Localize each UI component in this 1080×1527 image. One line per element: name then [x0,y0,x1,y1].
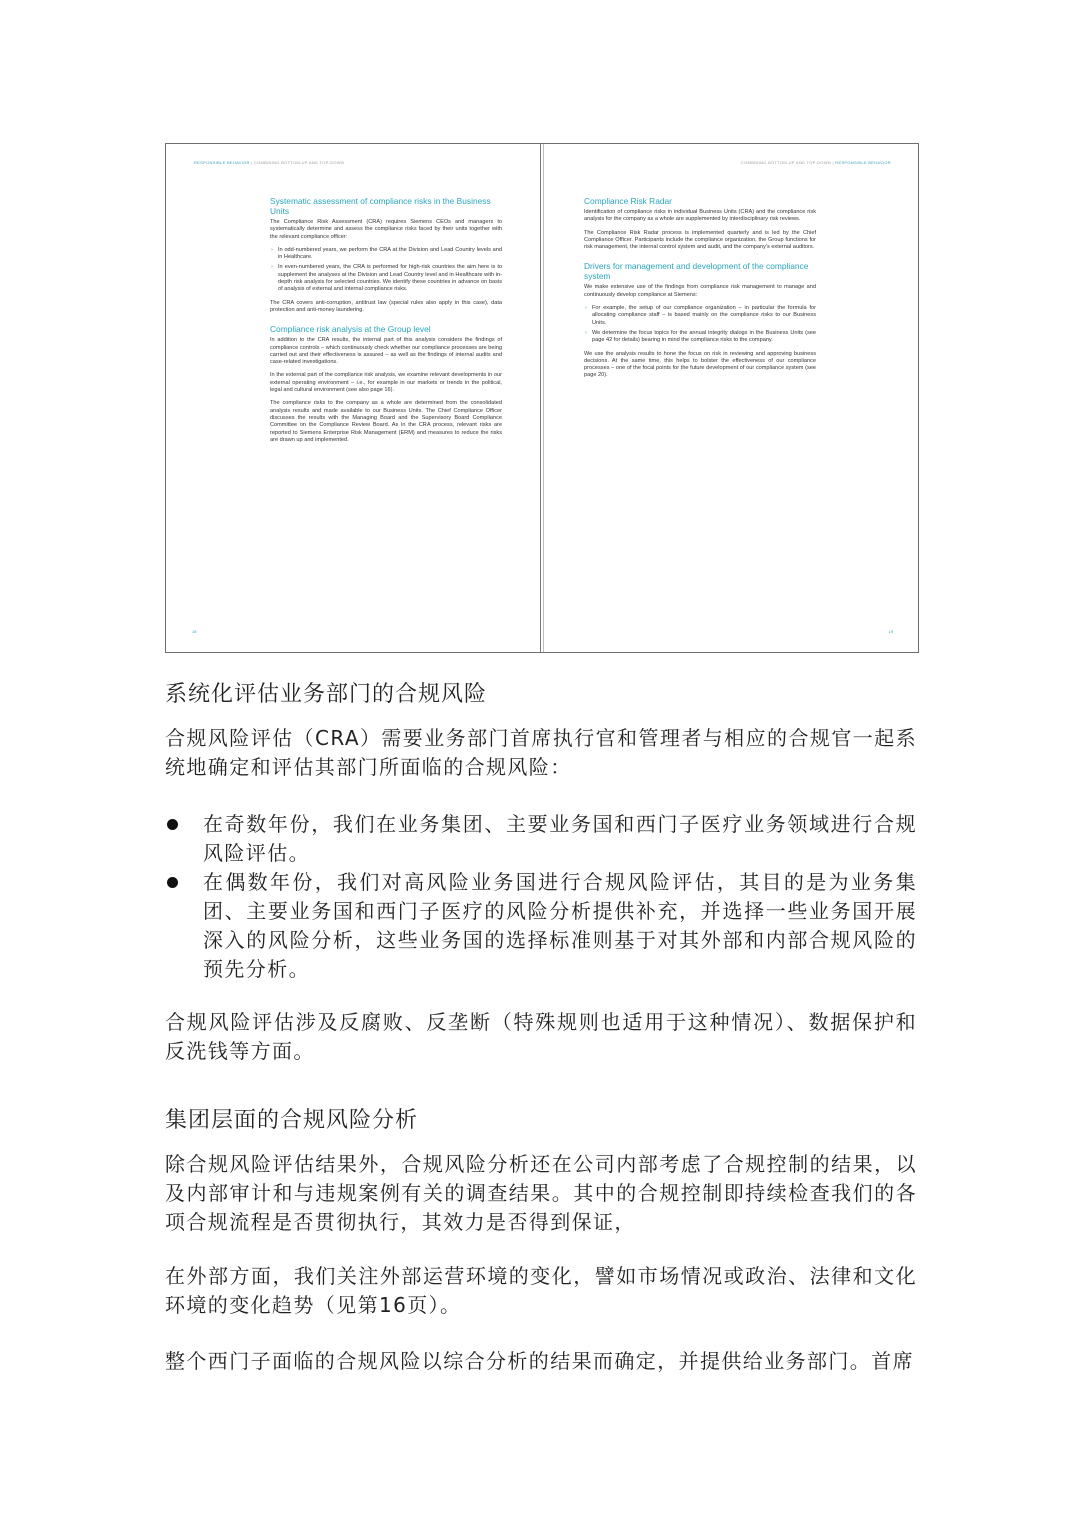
right-bullet-2: › We determine the focus topics for the annual integrity dialogs in the Business Units (see page 42 for details) bearing in mind the compliance risks to the company. [592,330,816,345]
left-para-4: In the external part of the compliance risk analysis, we examine relevant developments in our external operating environment – i.e., for example in our markets or trends in the political, legal and cultural environment (see also page 16). [270,372,502,394]
cn-bullet-1-block [165,810,917,868]
left-bullet-1: › In odd-numbered years, we perform the CRA at the Division and Lead Country levels and in Healthcare. [278,247,502,262]
cn-para-3: 除合规风险评估结果外，合规风险分析还在公司内部考虑了合规控制的结果，以及内部审计和与违规案例有关的调查结果。其中的合规控制即持续检查我们的各项合规流程是否贯彻执行，其效力是否得到保证， [165,1152,917,1234]
cn-bullet-1-text: 在奇数年份，我们在业务集团、主要业务国和西门子医疗业务领域进行合规风险评估。 [203,812,917,865]
left-para-5: The compliance risks to the company as a whole are determined from the consolidated analysis results and made available to our Business Units. The Chief Compliance Officer discusses the results with the Managing Board and the Supervisory Board Compliance Committee on the Compliance Review Board. As in the CRA process, relevant risks are reported to Siemens Enterprise Risk Management (ERM) and measures to reduce the risks are drawn up and implemented. [270,400,502,443]
cn-heading-1: 系统化评估业务部门的合规风险 [165,682,488,707]
right-bullet-1: › For example, the setup of our compliance organization – in particular the formula for allocating compliance staff – is based mainly on the compliance risks to our Business Units. [592,305,816,327]
cn-heading-1-block [165,680,917,710]
right-bullet-list [584,305,816,344]
left-para-1: The Compliance Risk Assessment (CRA) requires Siemens CEOs and managers to systematically determine and assess the compliance risks faced by their units together with the relevant compliance officer: [270,219,502,240]
right-heading-1: Compliance Risk Radar [584,196,672,206]
right-running-head-sub: COMBINING BOTTOM-UP AND TOP-DOWN [740,160,832,165]
spread-right-page [544,144,919,652]
cn-bullet-1 [165,810,917,868]
left-running-head-sub: COMBINING BOTTOM-UP AND TOP-DOWN [253,160,345,165]
cn-para-1: 合规风险评估（CRA）需要业务部门首席执行官和管理者与相应的合规官一起系统地确定和评估其部门所面临的合规风险： [165,726,917,779]
left-para-2: The CRA covers anti-corruption, antitrust law (special rules also apply in this case), data protection and anti-money laundering. [270,299,502,313]
cn-para-4-block [165,1262,917,1320]
left-running-head-title: RESPONSIBLE BEHAVIOR [194,160,250,165]
bullet-dot-icon [167,819,178,830]
right-heading-2: Drivers for management and development of the compliance system [584,261,809,282]
right-para-3: We make extensive use of the findings from compliance risk management to manage and continuously develop compliance at Siemens: [584,284,816,298]
cn-para-3-block [165,1150,917,1237]
cn-bullet-2-block [165,868,917,984]
right-para-1: Identification of compliance risks in individual Business Units (CRA) and the compliance risk analysis for the company as a whole are supplemented by interdisciplinary risk reviews. [584,209,816,223]
right-folio: 19 [888,629,893,634]
spread-left-page [166,144,540,652]
left-text-column [270,196,502,450]
left-bullet-2: › In even-numbered years, the CRA is performed for high-risk countries the aim here is to supplement the analyses at the Division and Lead Country level and in Healthcare with in-depth risk analysis for selected countries. We identify these countries in advance on basis of analysis of external and internal compliance risks. [278,264,502,293]
left-running-head: RESPONSIBLE BEHAVIOR | COMBINING BOTTOM-UP AND TOP-DOWN [194,160,345,165]
report-spread-image [165,143,919,653]
cn-heading-2-block [165,1106,917,1136]
cn-para-4: 在外部方面，我们关注外部运营环境的变化，譬如市场情况或政治、法律和文化环境的变化趋势（见第16页）。 [165,1264,917,1317]
spread-gutter [540,144,541,652]
left-heading-2: Compliance risk analysis at the Group level [270,324,431,335]
left-heading-1: Systematic assessment of compliance risks in the Business Units [270,196,491,216]
right-para-4: We use the analysis results to hone the focus on risk in reviewing and approving business decisions. At the same time, this helps to bolster the effectiveness of our compliance processes – one of the focal points for the future development of our compliance system (see page 20). [584,350,816,379]
cn-heading-2: 集团层面的合规风险分析 [165,1108,419,1133]
cn-para-5-block [165,1347,917,1376]
left-bullet-list [270,247,502,294]
right-running-head-title: RESPONSIBLE BEHAVIOR [835,160,891,165]
cn-para-2: 合规风险评估涉及反腐败、反垄断（特殊规则也适用于这种情况）、数据保护和反洗钱等方面。 [165,1010,917,1063]
bullet-dot-icon [167,877,178,888]
cn-para-1-block [165,724,917,782]
right-text-column [584,196,816,386]
left-folio: 18 [192,629,197,634]
cn-para-5: 整个西门子面临的合规风险以综合分析的结果而确定，并提供给业务部门。首席 [165,1349,914,1373]
cn-para-2-block [165,1008,917,1066]
right-running-head: COMBINING BOTTOM-UP AND TOP-DOWN | RESPONSIBLE BEHAVIOR [740,160,891,165]
left-para-3: In addition to the CRA results, the internal part of this analysis considers the findings of compliance controls – which continuously check whether our compliance processes are being carried out and their effectiveness is assured – as well as the findings of internal audits and case-related investigations. [270,337,502,366]
cn-bullet-2 [165,868,917,984]
cn-bullet-2-text: 在偶数年份，我们对高风险业务国进行合规风险评估，其目的是为业务集团、主要业务国和西门子医疗的风险分析提供补充，并选择一些业务国开展深入的风险分析，这些业务国的选择标准则基于对其外部和内部合规风险的预先分析。 [203,870,917,981]
right-para-2: The Compliance Risk Radar process is implemented quarterly and is led by the Chief Compliance Officer. Participants include the compliance organization, the Group functions for risk management, the internal control system and audit, and the company's external auditors. [584,229,816,251]
